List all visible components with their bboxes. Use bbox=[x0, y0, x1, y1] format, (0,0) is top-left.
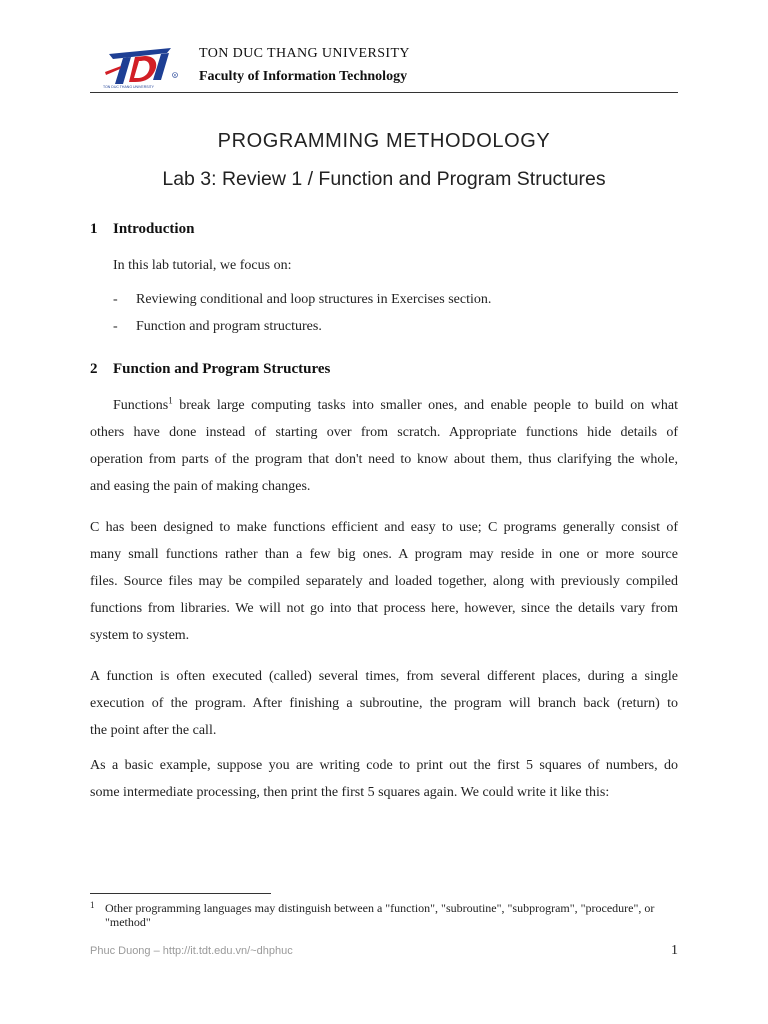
paragraph-line: files. Source files may be compiled separately and loaded together, along with previously compiled bbox=[90, 574, 678, 589]
paragraph-c-design bbox=[90, 514, 678, 649]
section-1-title: Introduction bbox=[113, 221, 195, 237]
paragraph-line: As a basic example, suppose you are writing code to print out the first 5 squares of numbers, do bbox=[90, 758, 678, 773]
section-2-title: Function and Program Structures bbox=[113, 361, 331, 377]
paragraph-function-execution bbox=[90, 663, 678, 744]
bullet-dash: - bbox=[113, 319, 118, 334]
paragraph-line: Functions$^1$ break large computing tasks into smaller ones, and enable people to build on what bbox=[113, 395, 678, 413]
footnote-mark: 1 bbox=[90, 900, 95, 910]
section-2-heading bbox=[90, 361, 330, 378]
paragraph-line: functions from libraries. We will not go into that process here, however, since the details vary from bbox=[90, 601, 678, 616]
paragraph-line: and easing the pain of making changes. bbox=[90, 479, 311, 494]
footnote-ref: 1 bbox=[168, 395, 173, 406]
lab-title: Lab 3: Review 1 / Function and Program Structures bbox=[162, 168, 606, 190]
footer-author-link[interactable]: Phuc Duong – http://it.tdt.edu.vn/~dhphuc bbox=[90, 945, 293, 957]
functions-word: Functions bbox=[113, 398, 169, 413]
section-1-heading bbox=[90, 221, 194, 238]
bullet-item-2: Function and program structures. bbox=[136, 319, 322, 334]
tdt-university-logo bbox=[101, 44, 181, 90]
section-2-number: 2 bbox=[90, 361, 98, 377]
paragraph-functions-intro bbox=[90, 392, 678, 500]
paragraph-line: system to system. bbox=[90, 628, 190, 643]
header-divider bbox=[90, 92, 678, 93]
course-title: PROGRAMMING METHODOLOGY bbox=[217, 130, 551, 152]
page-number: 1 bbox=[671, 943, 678, 958]
paragraph-basic-example bbox=[90, 752, 678, 806]
paragraph-line: some intermediate processing, then print the first 5 squares again. We could write it like this: bbox=[90, 785, 610, 800]
paragraph-line: many small functions rather than a few big ones. A program may reside in one or more source bbox=[90, 547, 678, 562]
bullet-dash: - bbox=[113, 292, 118, 307]
faculty-name: Faculty of Information Technology bbox=[199, 69, 408, 84]
svg-text:R: R bbox=[173, 73, 177, 78]
paragraph-line: C has been designed to make functions efficient and easy to use; C programs generally consist of bbox=[90, 520, 678, 535]
footnote-divider bbox=[90, 893, 271, 894]
footnote-text: Other programming languages may distinguish between a "function", "subroutine", "subprogram", "procedure", or "method" bbox=[105, 901, 655, 929]
svg-text:TON DUC THANG UNIVERSITY: TON DUC THANG UNIVERSITY bbox=[103, 85, 155, 89]
section-1-intro: In this lab tutorial, we focus on: bbox=[113, 258, 292, 273]
paragraph-line: execution of the program. After finishing a subroutine, the program will branch back (return) to bbox=[90, 696, 678, 711]
paragraph-line: operation from parts of the program that don't need to know about them, thus clarifying the whole, bbox=[90, 452, 678, 467]
paragraph-line: others have done instead of starting over from scratch. Appropriate functions hide details of bbox=[90, 425, 678, 440]
paragraph-line: the point after the call. bbox=[90, 723, 217, 738]
bullet-item-1: Reviewing conditional and loop structures in Exercises section. bbox=[136, 292, 492, 307]
section-1-number: 1 bbox=[90, 221, 98, 237]
university-name: TON DUC THANG UNIVERSITY bbox=[199, 46, 410, 61]
paragraph-line: A function is often executed (called) several times, from several different places, during a single bbox=[90, 669, 678, 684]
